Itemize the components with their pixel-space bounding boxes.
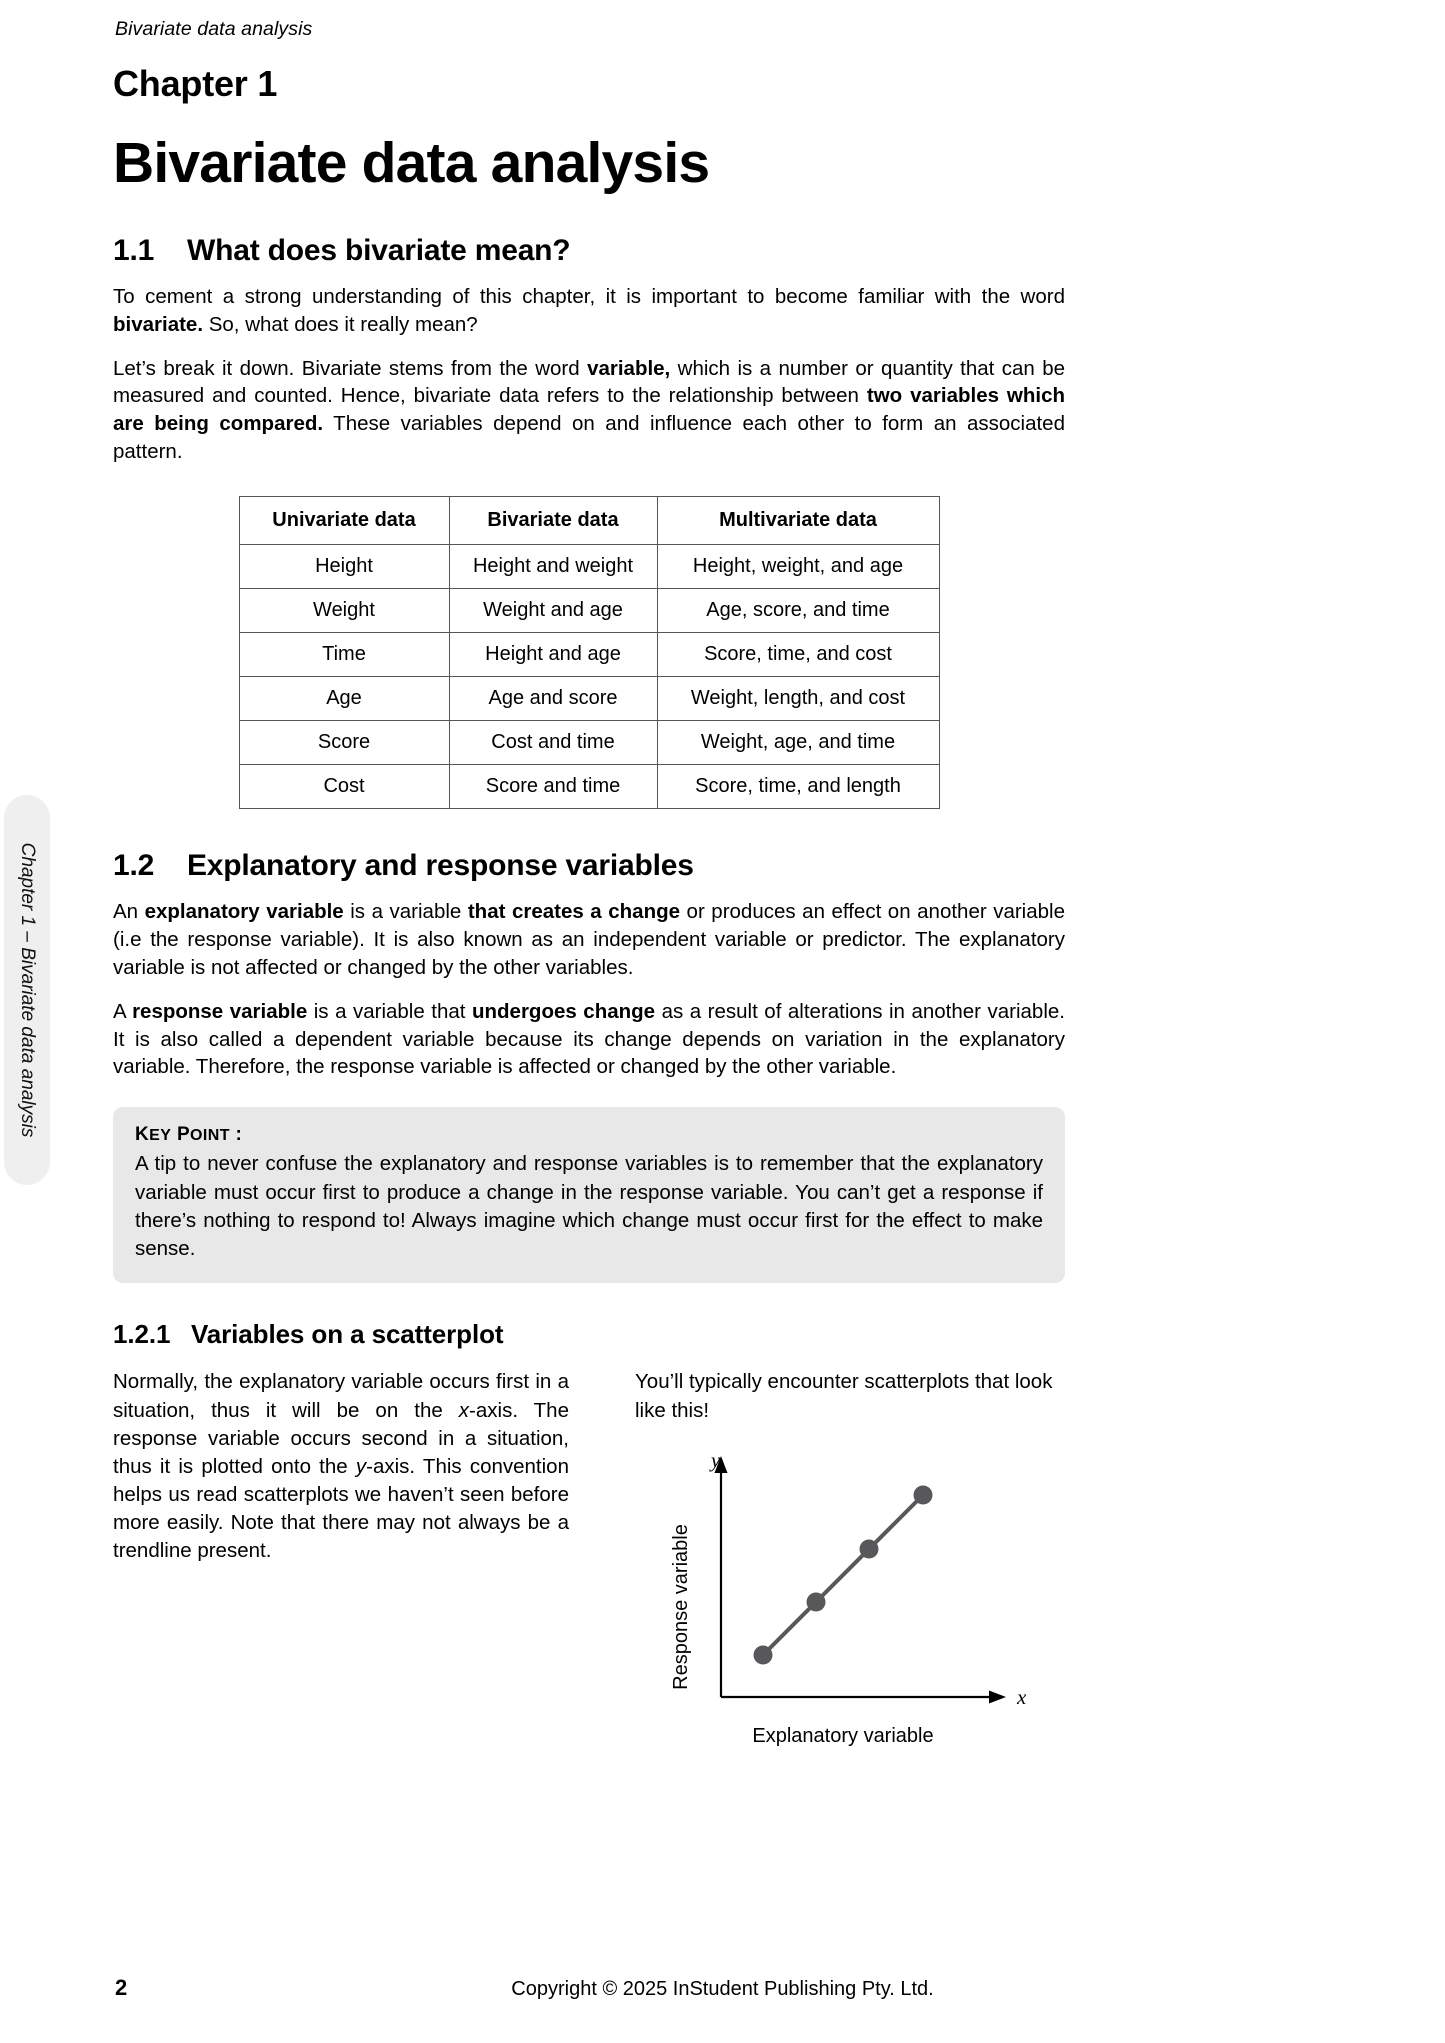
section-number-1-2-1: 1.2.1 bbox=[113, 1319, 171, 1350]
key-point-title bbox=[135, 1124, 1043, 1150]
table-row bbox=[239, 589, 939, 633]
text-run: which is a number or quantity that can be measured and counted. Hence, bivariate data refers to the relationship between bbox=[113, 356, 1065, 408]
table-row bbox=[239, 677, 939, 721]
table-cell: Height, weight, and age bbox=[657, 545, 939, 589]
left-column bbox=[113, 1368, 569, 1746]
section-title-1-2-1: Variables on a scatterplot bbox=[191, 1319, 504, 1350]
text-run: EY bbox=[149, 1127, 172, 1145]
data-point bbox=[754, 1645, 773, 1664]
variate-table bbox=[239, 496, 940, 809]
table-header-cell: Bivariate data bbox=[449, 497, 657, 545]
section-title-1-2: Explanatory and response variables bbox=[187, 849, 694, 883]
table-cell: Height and weight bbox=[449, 545, 657, 589]
table-cell: Age, score, and time bbox=[657, 589, 939, 633]
page-title: Bivariate data analysis bbox=[113, 131, 710, 195]
text-run: An bbox=[113, 900, 145, 924]
text-run: as a result of alterations in another variable. It is also called a dependent variable because its change depends on variation in the explanatory variable. Therefore, the response variable is affected or changed by the other variable. bbox=[113, 999, 1065, 1079]
text-run: Normally, the explanatory variable occurs first in a situation, thus it will be on the bbox=[113, 1370, 569, 1422]
text-run-bold: that creates a change bbox=[467, 900, 681, 924]
table-cell: Age and score bbox=[449, 677, 657, 721]
text-run-italic: y bbox=[355, 1454, 367, 1478]
x-axis-arrowhead bbox=[989, 1690, 1006, 1703]
text-run-bold: explanatory variable bbox=[144, 900, 344, 924]
text-run-bold: undergoes change bbox=[471, 999, 656, 1023]
text-run-italic: x bbox=[458, 1398, 470, 1422]
copyright-notice: Copyright © 2025 InStudent Publishing Pty. Ltd. bbox=[511, 1978, 934, 2000]
table-cell: Score bbox=[239, 721, 449, 765]
paragraph-1-2-2 bbox=[113, 982, 1065, 1082]
section-heading-1-2-1 bbox=[113, 1283, 1065, 1350]
text-run-bold: response variable bbox=[132, 999, 308, 1023]
section-heading-1-1 bbox=[113, 194, 1065, 268]
table-cell: Age bbox=[239, 677, 449, 721]
text-run: -axis. The response variable occurs second in a situation, thus it is plotted onto the bbox=[113, 1398, 569, 1478]
table-cell: Score, time, and length bbox=[657, 765, 939, 809]
scatterplot-svg bbox=[653, 1447, 1053, 1747]
table-cell: Score, time, and cost bbox=[657, 633, 939, 677]
page-number: 2 bbox=[115, 1975, 128, 2000]
text-run: A bbox=[113, 999, 133, 1023]
paragraph-1-2-1 bbox=[113, 883, 1065, 982]
page-footer bbox=[0, 1975, 1445, 2015]
scatterplot-figure bbox=[653, 1447, 1053, 1747]
chapter-side-tab bbox=[4, 795, 50, 1185]
x-axis-symbol: x bbox=[1017, 1684, 1027, 1709]
text-run: is a variable that bbox=[307, 999, 472, 1023]
x-axis-title: Explanatory variable bbox=[752, 1724, 934, 1747]
chapter-number: Chapter 1 bbox=[113, 63, 278, 104]
key-point-box bbox=[113, 1107, 1065, 1283]
table-cell: Weight, age, and time bbox=[657, 721, 939, 765]
text-run: or produces an effect on another variable (i.e the response variable). It is also known as an independent variable or predictor. The explanatory variable is not affected or changed by the other variables. bbox=[113, 900, 1065, 979]
table-cell: Height bbox=[239, 545, 449, 589]
text-run: K bbox=[135, 1124, 150, 1146]
trendline bbox=[763, 1495, 923, 1655]
table-cell: Weight, length, and cost bbox=[657, 677, 939, 721]
paragraph-1-1-1 bbox=[113, 268, 1065, 339]
text-run-bold: two variables which are being compared. bbox=[113, 384, 1066, 436]
table-cell: Weight and age bbox=[449, 589, 657, 633]
paragraph-1-2-1-right: You’ll typically encounter scatterplots that look like this! bbox=[635, 1370, 1053, 1422]
table-cell: Height and age bbox=[449, 633, 657, 677]
text-run: is a variable bbox=[343, 900, 468, 924]
text-run: : bbox=[229, 1124, 243, 1146]
table-header-row bbox=[239, 497, 939, 545]
section-number-1-1: 1.1 bbox=[113, 233, 155, 267]
two-column-area bbox=[113, 1350, 1065, 1746]
running-header: Bivariate data analysis bbox=[115, 18, 313, 40]
text-run: P bbox=[176, 1124, 191, 1146]
y-axis-title: Response variable bbox=[670, 1523, 692, 1690]
text-run-bold: bivariate. bbox=[113, 312, 204, 336]
table-row bbox=[239, 545, 939, 589]
table-row bbox=[239, 721, 939, 765]
data-point bbox=[807, 1592, 826, 1611]
data-point bbox=[860, 1539, 879, 1558]
chapter-side-tab-label: Chapter 1 – Bivariate data analysis bbox=[17, 842, 38, 1138]
text-run: These variables depend on and influence each other to form an associated pattern. bbox=[113, 412, 1065, 464]
table-cell: Weight bbox=[239, 589, 449, 633]
main-content bbox=[113, 0, 1065, 1747]
table-cell: Score and time bbox=[449, 765, 657, 809]
text-run: Let’s break it down. Bivariate stems from the word bbox=[113, 356, 588, 380]
y-axis-symbol: y bbox=[711, 1447, 721, 1472]
section-number-1-2: 1.2 bbox=[113, 849, 155, 883]
right-column bbox=[635, 1368, 1065, 1746]
key-point-body: A tip to never confuse the explanatory and response variables is to remember that the explanatory variable must occur first to produce a change in the response variable. You can’t get a response if there’s nothing to respond to! Always imagine which change must occur first for the effect to make sense. bbox=[135, 1152, 1043, 1261]
paragraph-1-1-2 bbox=[113, 339, 1065, 467]
table-header-cell: Univariate data bbox=[239, 497, 449, 545]
paragraph-1-2-1-left bbox=[113, 1368, 569, 1565]
table-row bbox=[239, 765, 939, 809]
table-row bbox=[239, 633, 939, 677]
text-run: So, what does it really mean? bbox=[203, 312, 478, 336]
variate-table-wrapper bbox=[113, 466, 1065, 809]
text-run: -axis. This convention helps us read scatterplots we haven’t seen before more easily. Note that there may not always be a trendline present. bbox=[113, 1454, 569, 1562]
text-run-bold: variable, bbox=[587, 356, 671, 380]
text-run: OINT bbox=[190, 1127, 230, 1145]
section-heading-1-2 bbox=[113, 809, 1065, 883]
text-run: To cement a strong understanding of this chapter, it is important to become familiar with the word bbox=[113, 284, 1065, 308]
table-header-cell: Multivariate data bbox=[657, 497, 939, 545]
section-title-1-1: What does bivariate mean? bbox=[187, 233, 571, 267]
table-cell: Cost and time bbox=[449, 721, 657, 765]
data-point bbox=[914, 1485, 933, 1504]
table-cell: Cost bbox=[239, 765, 449, 809]
table-cell: Time bbox=[239, 633, 449, 677]
